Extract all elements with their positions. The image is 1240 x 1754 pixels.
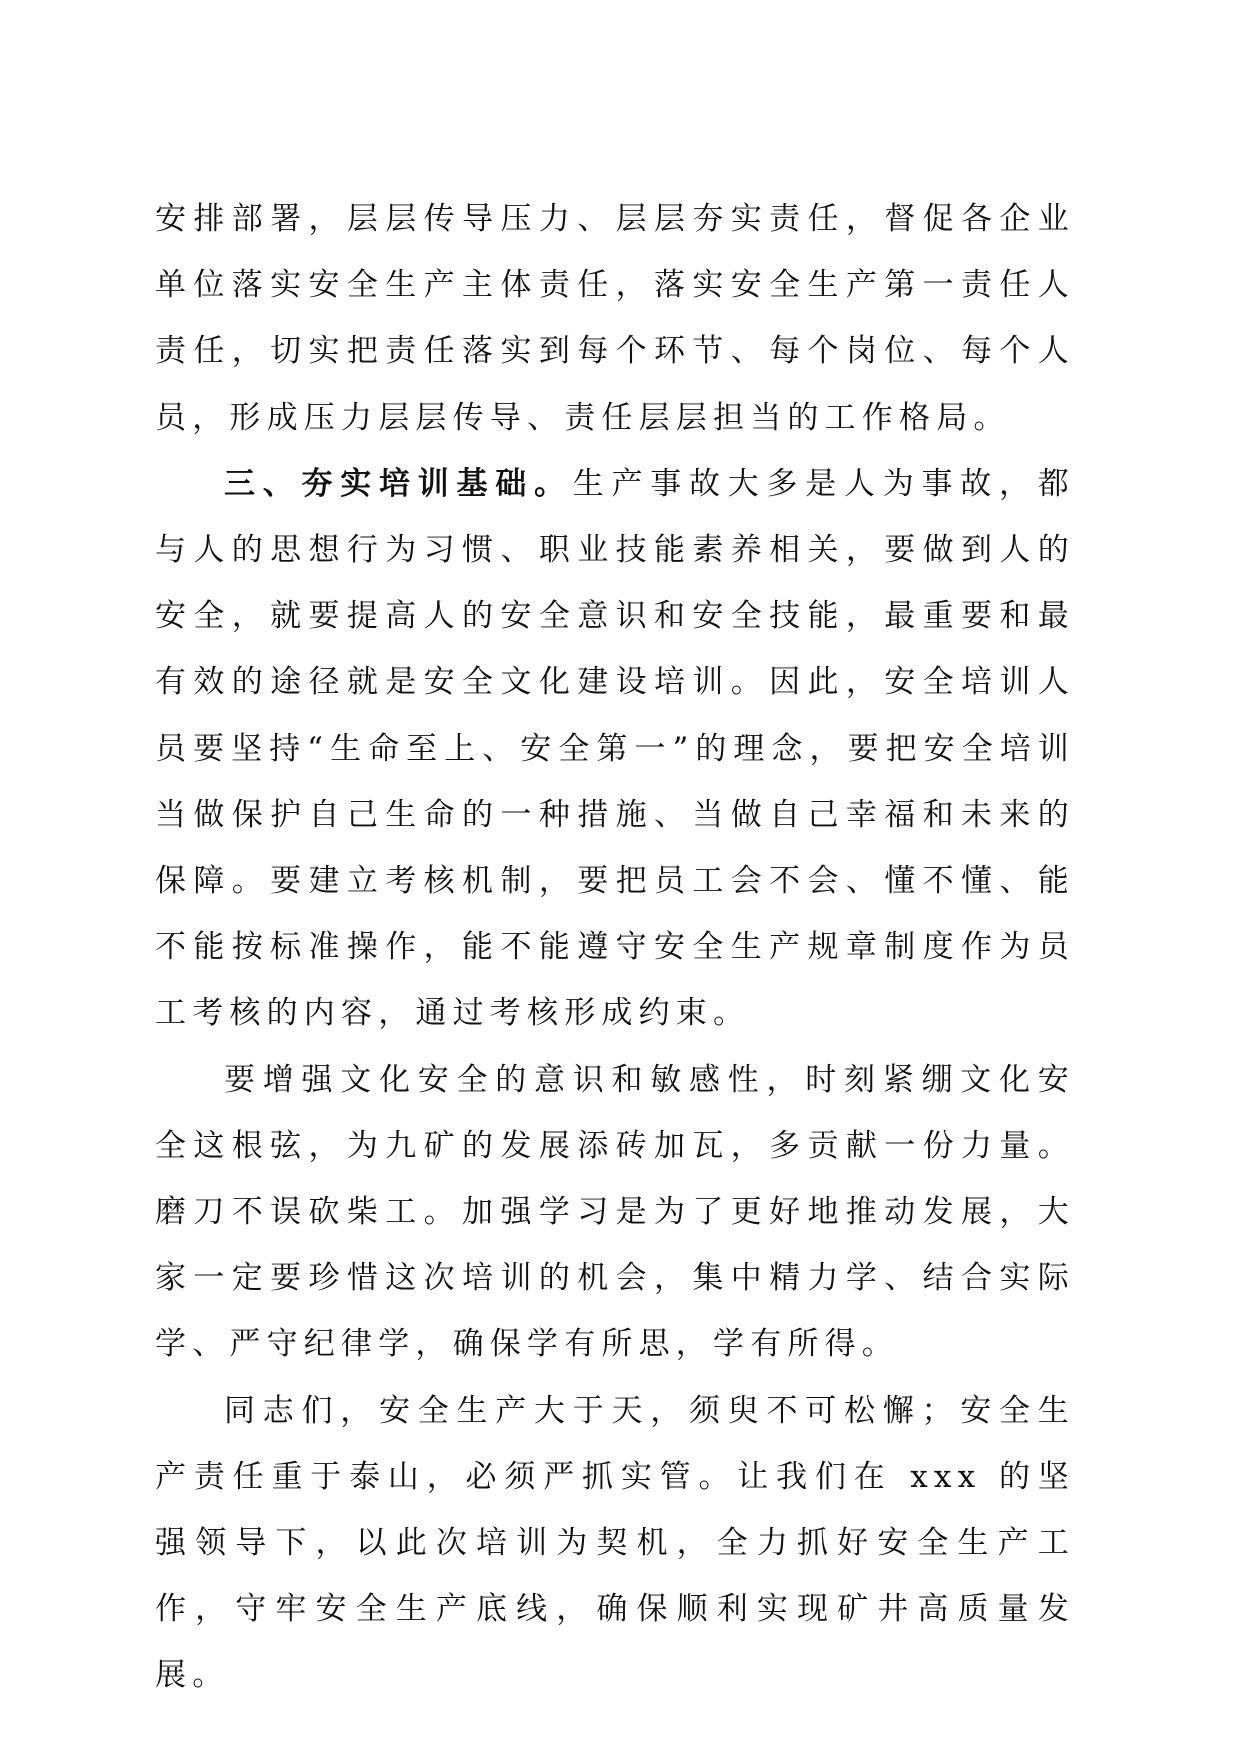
section-heading-training: 三、夯实培训基础。 bbox=[224, 465, 573, 502]
paragraph-responsibility: 安排部署，层层传导压力、层层夯实责任，督促各企业单位落实安全生产主体责任，落实安全生产第一责任人责任，切实把责任落实到每个环节、每个岗位、每个人员，形成压力层层传导、责任层层担当的工作格局。 bbox=[155, 201, 1075, 436]
paragraph-training-foundation bbox=[155, 451, 1075, 1047]
document-body bbox=[155, 186, 1075, 1709]
paragraph-training-text: 生产事故大多是人为事故，都与人的思想行为习惯、职业技能素养相关，要做到人的安全，就要提高人的安全意识和安全技能，最重要和最有效的途径就是安全文化建设培训。因此，安全培训人员要坚持“生命至上、安全第一”的理念，要把安全培训当做保护自己生命的一种措施、当做自己幸福和未来的保障。要建立考核机制，要把员工会不会、懂不懂、能不能按标准操作，能不能遵守安全生产规章制度作为员工考核的内容，通过考核形成约束。 bbox=[155, 465, 1075, 1032]
paragraph-cultural-safety: 要增强文化安全的意识和敏感性，时刻紧绷文化安全这根弦，为九矿的发展添砖加瓦，多贡献一份力量。磨刀不误砍柴工。加强学习是为了更好地推动发展，大家一定要珍惜这次培训的机会，集中精力学、结合实际学、严守纪律学，确保学有所思，学有所得。 bbox=[155, 1061, 1075, 1363]
paragraph-closing: 同志们，安全生产大于天，须臾不可松懈；安全生产责任重于泰山，必须严抓实管。让我们在 xxx 的坚强领导下，以此次培训为契机，全力抓好安全生产工作，守牢安全生产底线，确保顺利实现矿井高质量发展。 bbox=[155, 1392, 1075, 1694]
